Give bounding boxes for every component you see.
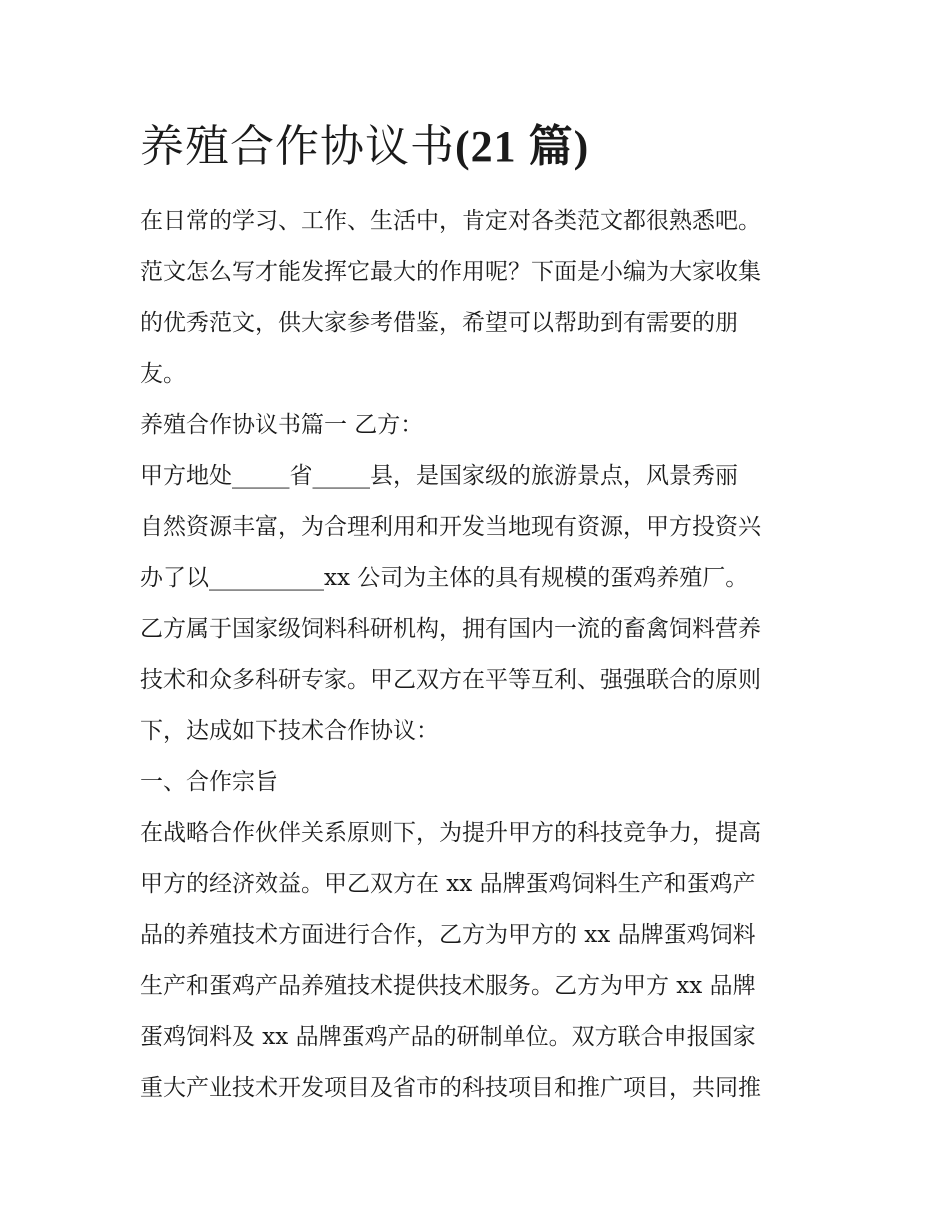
body-line: 品的养殖技术方面进行合作，乙方为甲方的 xx 品牌蛋鸡饲料 [140,922,756,948]
section-heading: 养殖合作协议书篇一 乙方： [140,412,424,438]
body-line: 甲方地处_____省_____县，是国家级的旅游景点，风景秀丽 [140,463,738,489]
body-line: 在日常的学习、工作、生活中，肯定对各类范文都很熟悉吧。 [140,208,761,234]
body-line: 友。 [140,361,186,387]
body-line: 范文怎么写才能发挥它最大的作用呢？下面是小编为大家收集 [140,259,761,285]
body-line: 的优秀范文，供大家参考借鉴，希望可以帮助到有需要的朋 [140,310,738,336]
body-line: 自然资源丰富，为合理利用和开发当地现有资源，甲方投资兴 [140,514,761,540]
document-title-suffix: (21 篇) [455,122,590,171]
body-line: 乙方属于国家级饲料科研机构，拥有国内一流的畜禽饲料营养 [140,616,761,642]
section-heading: 一、合作宗旨 [140,769,278,795]
body-line: 甲方的经济效益。甲乙双方在 xx 品牌蛋鸡饲料生产和蛋鸡产 [140,871,756,897]
body-line: 下，达成如下技术合作协议： [140,718,439,744]
body-line: 重大产业技术开发项目及省市的科技项目和推广项目，共同推 [140,1075,761,1101]
document-title-main: 养殖合作协议书 [140,121,455,172]
body-line: 办了以__________xx 公司为主体的具有规模的蛋鸡养殖厂。 [140,565,749,591]
body-line: 在战略合作伙伴关系原则下，为提升甲方的科技竞争力，提高 [140,820,761,846]
document-body [140,196,820,1114]
document-title [140,114,589,180]
body-line: 技术和众多科研专家。甲乙双方在平等互利、强强联合的原则 [140,667,761,693]
body-line: 生产和蛋鸡产品养殖技术提供技术服务。乙方为甲方 xx 品牌 [140,973,756,999]
body-line: 蛋鸡饲料及 xx 品牌蛋鸡产品的研制单位。双方联合申报国家 [140,1024,756,1050]
